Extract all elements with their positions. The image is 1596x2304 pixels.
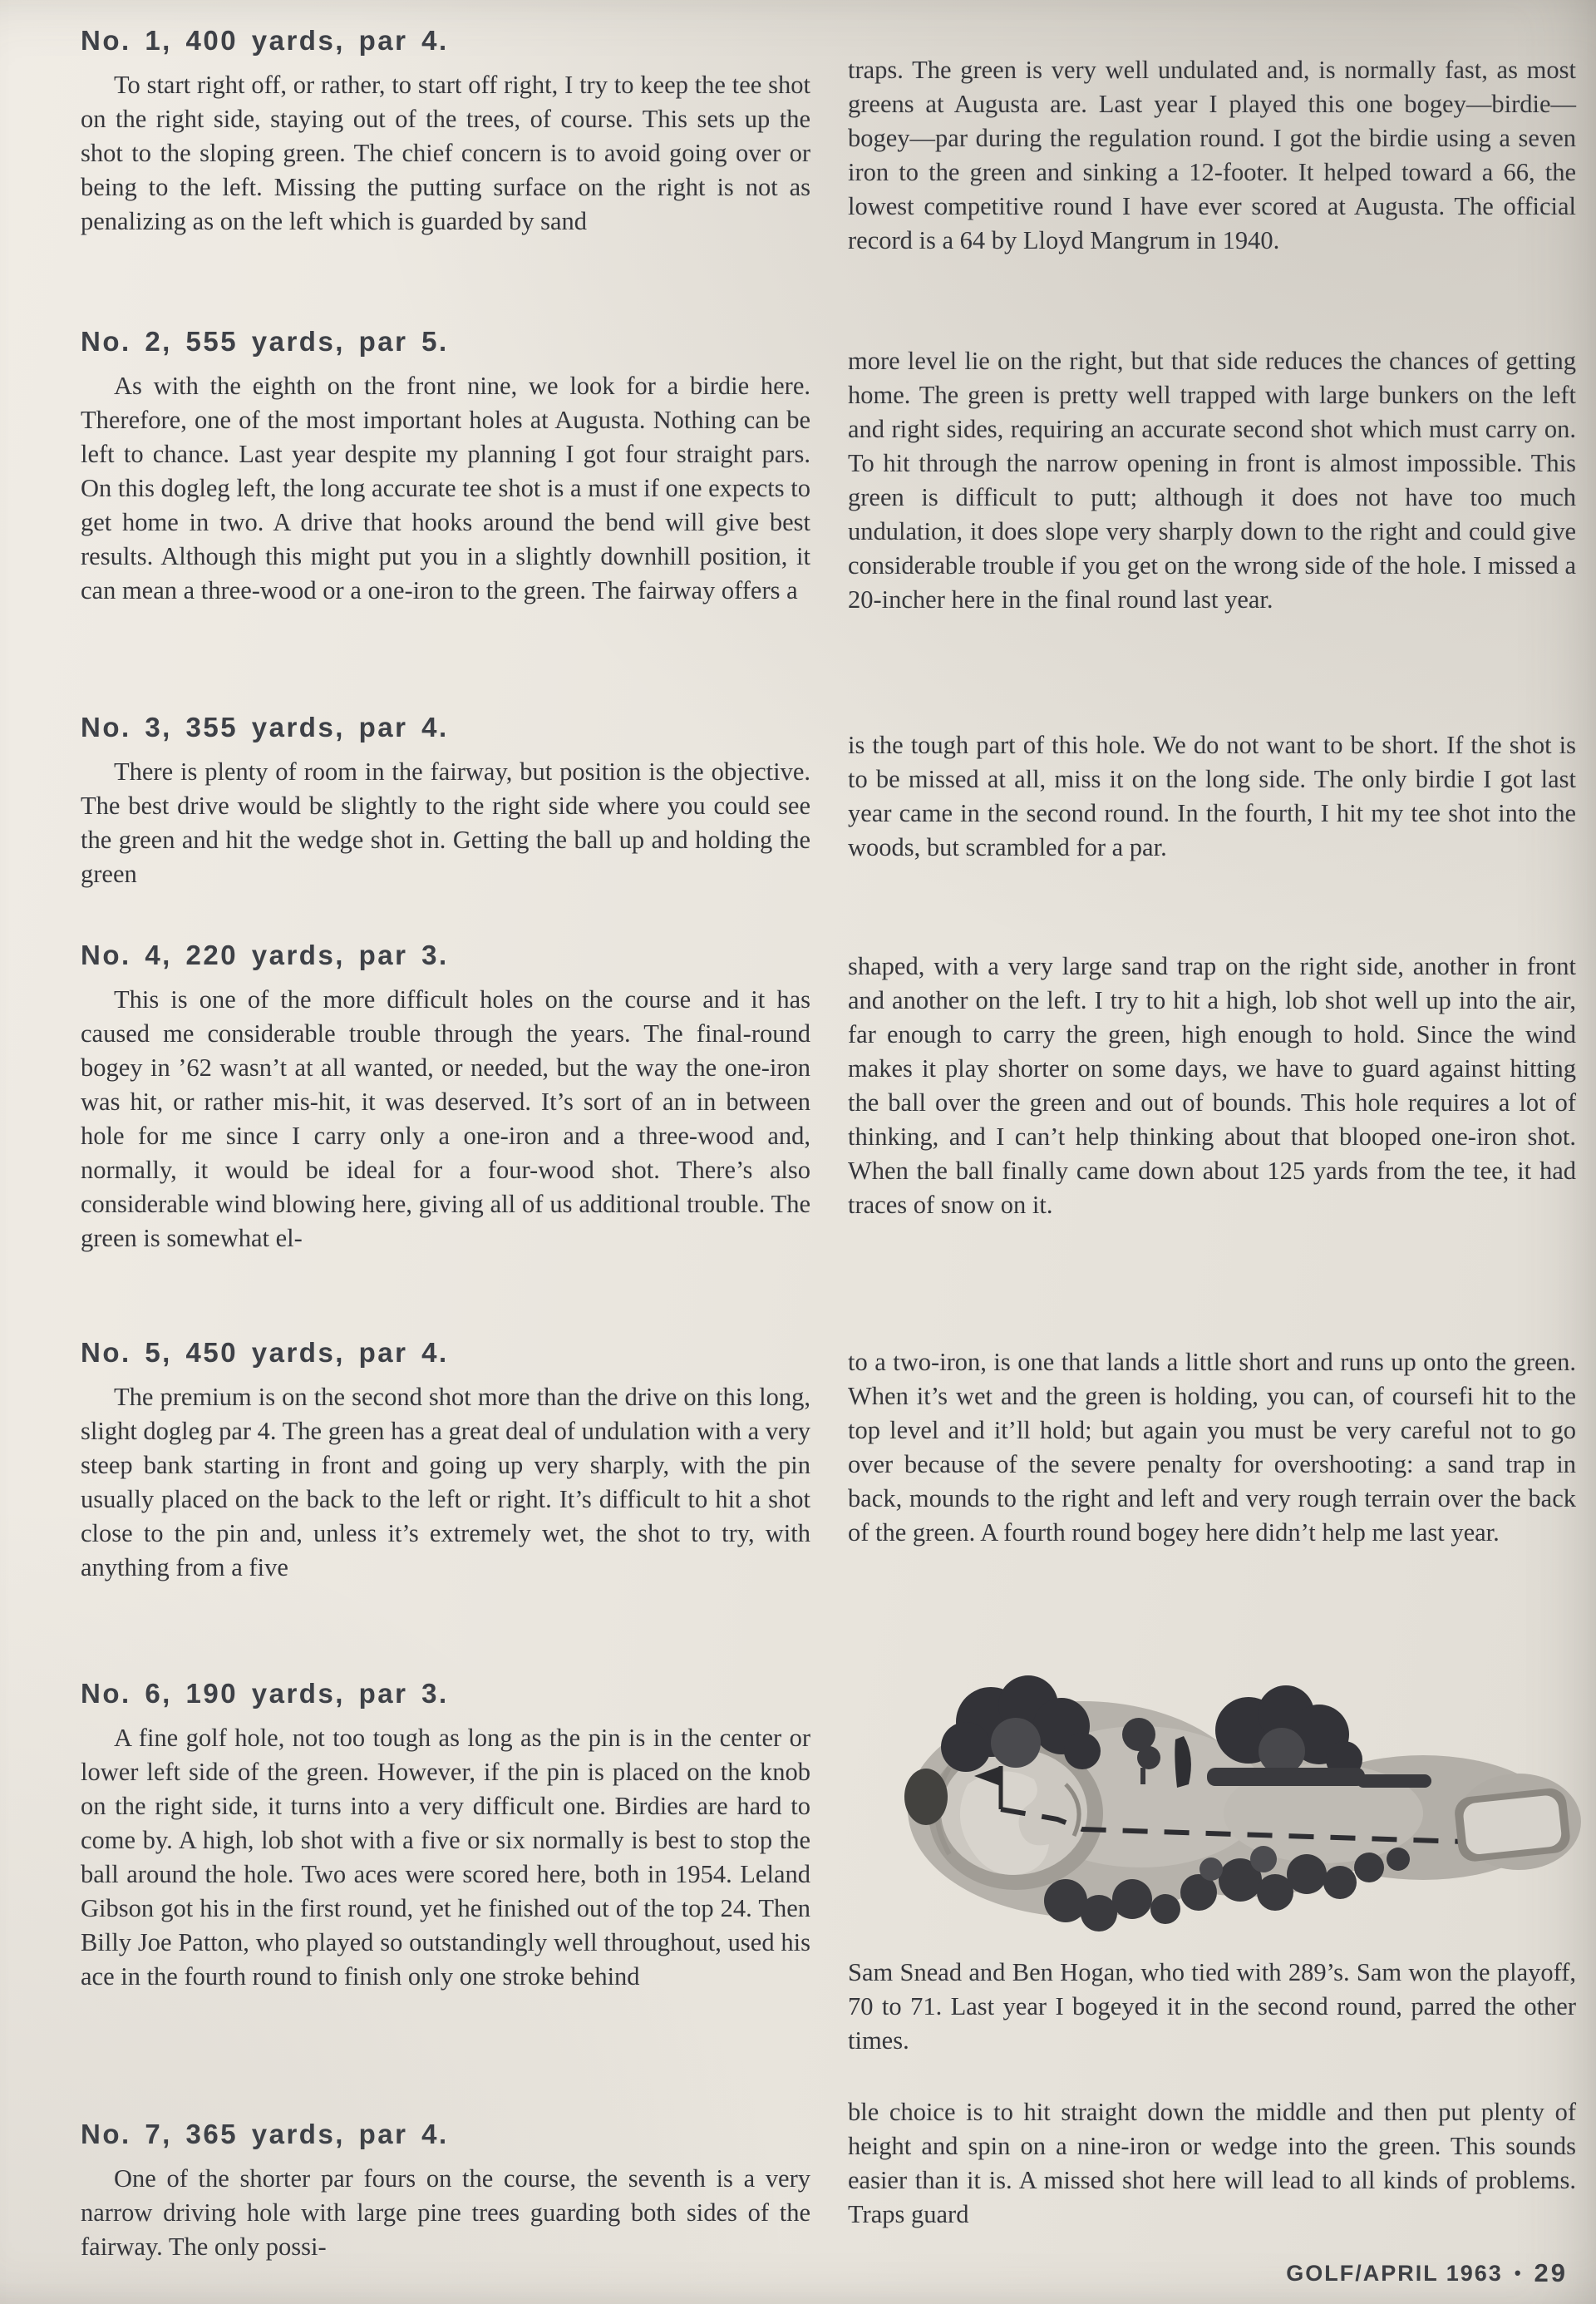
section-heading: No. 4, 220 yards, par 3.: [81, 940, 449, 970]
continuation-paragraph-hole-6: Sam Snead and Ben Hogan, who tied with 289’s. Sam won the playoff, 70 to 71. Last year I bogeyed it in the second round, parred the other times.: [848, 1958, 1576, 2055]
section-body: There is plenty of room in the fairway, but position is the objective. The best drive would be slightly to the right side where you could see the green and hit the wedge shot in. Getting the ball up and holding the green: [81, 757, 810, 888]
page-footer: [848, 2258, 1568, 2288]
section-heading: No. 2, 555 yards, par 5.: [81, 326, 449, 357]
section-hole-3: [81, 712, 810, 891]
section-body: The premium is on the second shot more than the drive on this long, slight dogleg par 4. The green has a great deal of undulation with a very steep bank starting in front and going up very sharply, with the pin usually placed on the back to the left or right. It’s difficult to hit a shot close to the pin and, unless it’s extremely wet, the shot to try, with anything from a five: [81, 1382, 810, 1581]
section-body: One of the shorter par fours on the course, the seventh is a very narrow driving hole with large pine trees guarding both sides of the fairway. The only possi-: [81, 2163, 810, 2261]
section-body: A fine golf hole, not too tough as long as the pin is in the center or lower left side of the green. However, if the pin is placed on the knob on the right side, it turns into a very difficult one. Birdies are hard to come by. A high, lob shot with a five or six normally is best to stop the ball around the hole. Two aces were scored here, both in 1954. Leland Gibson got his in the first round, yet he finished out of the top 24. Then Billy Joe Patton, who played so outstandingly well throughout, used his ace in the fourth round to finish only one stroke behind: [81, 1723, 810, 1991]
section-body: This is one of the more difficult holes on the course and it has caused me considerable trouble through the years. The final-round bogey in ’62 wasn’t at all wanted, or needed, but the way the one-iron was hit, or rather mis-hit, it was deserved. It’s sort of an in between hole for me since I carry only a one-iron and a three-wood and, normally, it would be ideal for a four-wood shot. There’s also considerable wind blowing here, giving all of us additional trouble. The green is somewhat el-: [81, 984, 810, 1252]
section-hole-1: [81, 25, 810, 239]
footer-bullet-icon: •: [1514, 2262, 1523, 2283]
section-hole-6: [81, 1678, 810, 1994]
continuation-paragraph-hole-4: shaped, with a very large sand trap on the right side, another in front and another on the left. I try to hit a high, lob shot well up into the air, far enough to carry the green, high enough to hold. Since the wind makes it play shorter on some days, we have to guard against hitting the ball over the green and out of bounds. This hole requires a lot of thinking, and I can’t help thinking about that blooped one-iron shot. When the ball finally came down about 125 yards from the tee, it had traces of snow on it.: [848, 952, 1576, 1219]
left-rough-patch: [904, 1769, 948, 1825]
continuation-paragraph-hole-1: traps. The green is very well undulated and, is normally fast, as most greens at Augusta are. Last year I played this one bogey—birdie—bogey—par during the regulation round. I got the birdie using a seven iron to the green and sinking a 12-footer. It helped toward a 66, the lowest competitive round I have ever scored at Augusta. The official record is a 64 by Lloyd Mangrum in 1940.: [848, 56, 1576, 254]
section-hole-4: [81, 940, 810, 1256]
section-hole-7: [81, 2119, 810, 2264]
section-body: As with the eighth on the front nine, we look for a birdie here. Therefore, one of the most important holes at Augusta. Nothing can be left to chance. Last year despite my planning I got four straight pars. On this dogleg left, the long accurate tee shot is a must if one expects to get home in two. A drive that hooks around the bend will give best results. Although this might put you in a slightly downhill position, it can mean a three-wood or a one-iron to the green. The fairway offers a: [81, 371, 810, 604]
section-hole-2: [81, 326, 810, 608]
section-hole-5: [81, 1337, 810, 1585]
section-heading: No. 5, 450 yards, par 4.: [81, 1337, 449, 1368]
continuation-paragraph-hole-5: to a two-iron, is one that lands a little short and runs up onto the green. When it’s wet and the green is holding, you can, of coursefi hit to the top level and it’ll hold; but again you must be very careful not to go over because of the severe penalty for overshooting: a sand trap in back, mounds to the right and left and very rough terrain over the back of the green. A fourth round bogey here didn’t help me last year.: [848, 1348, 1576, 1547]
right-column: [848, 0, 1576, 2304]
page-number: 29: [1534, 2258, 1568, 2287]
section-body: To start right off, or rather, to start off right, I try to keep the tee shot on the right side, staying out of the trees, of course. This sets up the shot to the sloping green. The chief concern is to avoid going over or being to the left. Missing the putting surface on the right is not as penalizing as on the left which is guarded by sand: [81, 70, 810, 235]
magazine-title: GOLF/APRIL 1963: [1286, 2260, 1503, 2286]
pine-trees-top-left: [941, 1675, 1101, 1772]
continuation-paragraph-hole-3: is the tough part of this hole. We do not want to be short. If the shot is to be missed at all, miss it on the long side. The only birdie I got last year came in the second round. In the fourth, I hit my tee shot into the woods, but scrambled for a par.: [848, 731, 1576, 861]
continuation-paragraph-hole-2: more level lie on the right, but that side reduces the chances of getting home. The green is pretty well trapped with large bunkers on the left and right sides, requiring an accurate second shot which must carry on. To hit through the narrow opening in front is almost impossible. This green is difficult to putt; although it does not have too much undulation, it does slope very sharply down to the right and could give considerable trouble if you get on the wrong side of the hole. I missed a 20-incher here in the final round last year.: [848, 347, 1576, 614]
left-column: [81, 0, 810, 2304]
golf-hole-diagram-svg: [891, 1660, 1583, 1949]
section-heading: No. 6, 190 yards, par 3.: [81, 1678, 449, 1709]
section-heading: No. 7, 365 yards, par 4.: [81, 2119, 449, 2149]
tee-box: [1453, 1787, 1571, 1863]
golf-hole-illustration: [891, 1660, 1583, 1949]
continuation-paragraph-hole-7: ble choice is to hit straight down the middle and then put plenty of height and spin on a nine-iron or wedge into the green. This sounds easier than it is. A missed shot here will lead to all kinds of problems. Traps guard: [848, 2098, 1576, 2228]
section-heading: No. 3, 355 yards, par 4.: [81, 712, 449, 743]
section-heading: No. 1, 400 yards, par 4.: [81, 25, 449, 56]
